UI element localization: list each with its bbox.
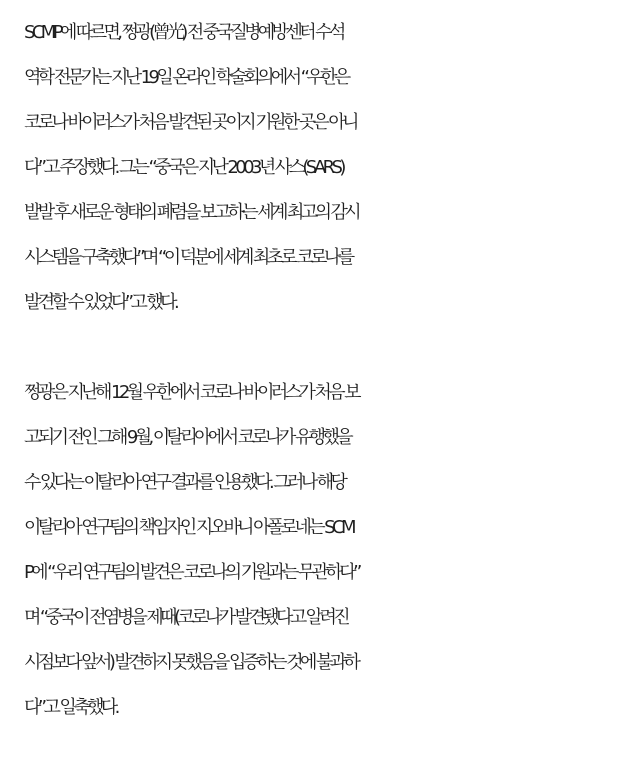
paragraph-1 (24, 10, 640, 325)
text-line: 코로나 바이러스가 처음 발견된 곳이지 기원한 곳은 아니 (24, 112, 356, 133)
text-line: 며 “중국이 전염병을 제때(코로나가 발견됐다고 알려진 (24, 607, 348, 628)
text-line: 고되기 전인 그해 9월, 이탈리아에서 코로나가 유행했을 (24, 427, 351, 448)
text-line: 이탈리아 연구팀의 책임자인 지오바니 아폴로네는 SCM (24, 517, 353, 538)
text-line: 역학 전문가는 지난 19일 온라인 학술회의에서 “우한은 (24, 67, 348, 88)
text-line: 다”고 주장했다. 그는 “중국은 지난 2003년 사스(SARS) (24, 157, 343, 178)
text-line: 시점보다 앞서) 발견하지 못했음을 입증하는 것에 불과하 (24, 652, 358, 673)
text-line: 다”고 일축했다. (24, 697, 117, 718)
text-line: 시스템을 구축했다”며 “이 덕분에 세계 최초로 코로나를 (24, 247, 352, 268)
text-line: 쩡광은 지난해 12월 우한에서 코로나 바이러스가 처음 보 (24, 382, 358, 403)
text-line: 발견할 수 있었다”고 했다. (24, 292, 177, 313)
text-line: P에 “우리 연구팀의 발견은 코로나의 기원과는 무관하다” (24, 562, 359, 583)
text-line: SCMP에 따르면, 쩡광(曾光) 전 중국질병예방센터 수석 (24, 22, 343, 43)
text-line: 수 있다는 이탈리아 연구 결과를 인용했다. 그러나 해당 (24, 472, 345, 493)
paragraph-spacer (24, 325, 640, 370)
paragraph-2 (24, 370, 640, 730)
text-line: 발발 후 새로운 형태의 폐렴을 보고하는 세계 최고의 감시 (24, 202, 359, 223)
